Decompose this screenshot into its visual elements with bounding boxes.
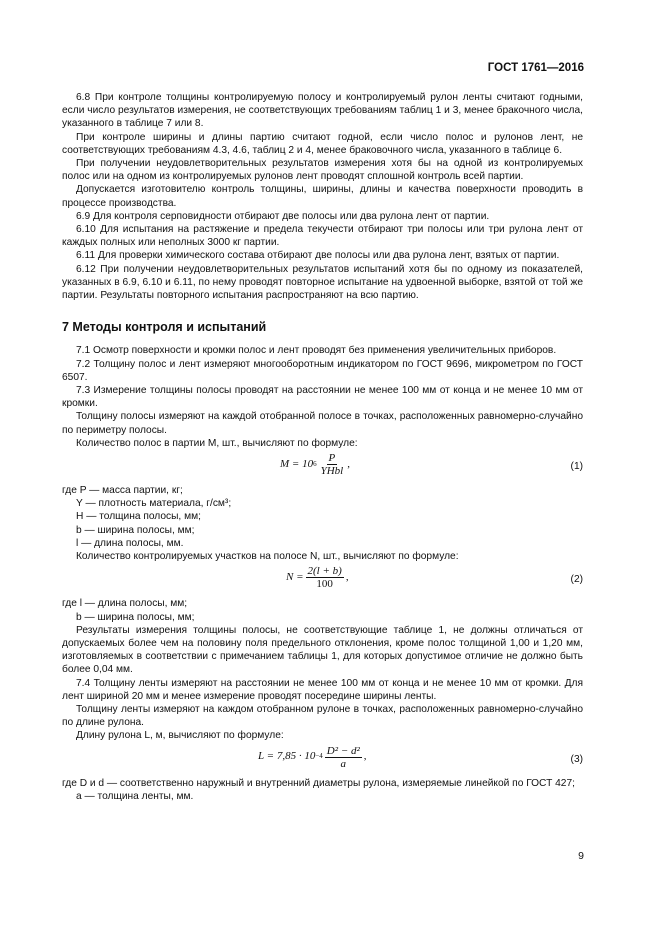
formula-denominator: 100 — [316, 578, 333, 591]
formula-tail: , — [347, 457, 350, 470]
formula-lhs: N = — [286, 571, 304, 584]
formula-exponent: −4 — [315, 752, 323, 761]
formula-numerator: 2(l + b) — [307, 565, 342, 578]
definition: где D и d — соответственно наружный и внутренний диаметры рулона, измеряемые линейкой по ГОСТ 427; — [62, 777, 575, 789]
formula-denominator: YHbl — [320, 465, 344, 478]
definition: l — длина полосы, мм. — [76, 537, 184, 549]
formula-3 — [62, 745, 583, 775]
paragraph: Толщину полосы измеряют на каждой отобранной полосе в точках, расположенных равномерно-случайно по периметру полосы. — [62, 411, 583, 436]
formula-tail: , — [345, 571, 349, 584]
formula-exponent: 6 — [313, 459, 317, 468]
formula-1 — [62, 452, 583, 482]
formula-fraction — [325, 745, 362, 770]
paragraph: 6.9 Для контроля серповидности отбирают две полосы или два рулона лент от партии. — [76, 210, 490, 222]
formula-numerator: D² − d² — [326, 744, 360, 757]
paragraph: Длину рулона L, м, вычисляют по формуле: — [76, 730, 284, 742]
definition: где P — масса партии, кг; — [62, 485, 183, 497]
paragraph: Количество полос в партии M, шт., вычисляют по формуле: — [76, 437, 358, 449]
paragraph: 7.3 Измерение толщины полосы проводят на расстоянии не менее 100 мм от конца и не менее 10 мм от кромки. — [62, 385, 583, 410]
definition: b — ширина полосы, мм; — [76, 524, 195, 536]
paragraph: Количество контролируемых участков на полосе N, шт., вычисляют по формуле: — [76, 551, 459, 563]
paragraph: 6.10 Для испытания на растяжение и предела текучести отбирают три полосы или три рулона лент от каждых полных или неполных 3000 кг партии. — [62, 224, 583, 249]
formula-number: (2) — [570, 574, 583, 586]
document-body — [62, 91, 583, 803]
formula-denominator: a — [340, 757, 347, 770]
formula-lhs: L = 7,85 · 10 — [258, 750, 316, 763]
paragraph: Толщину ленты измеряют на каждом отобранном рулоне в точках, расположенных равномерно-случайно по длине рулона. — [62, 703, 583, 729]
paragraph: Результаты измерения толщины полосы, не соответствующие таблице 1, не должны отличаться от допускаемых более чем на половину поля предельного отклонения, кроме полос толщиной 1,00 и 1,20 мм, изготовляемых в соответствии с примечанием таблицы 1, для которых допустимое отличие не должно быть более 0,04 мм. — [62, 624, 583, 676]
definition: a — толщина ленты, мм. — [76, 790, 194, 802]
formula-number: (3) — [570, 753, 583, 765]
paragraph: 7.2 Толщину полос и лент измеряют многооборотным индикатором по ГОСТ 9696, микрометром по ГОСТ 6507. — [62, 358, 583, 383]
formula-lhs: M = 10 — [280, 457, 314, 470]
definition: где l — длина полосы, мм; — [62, 598, 188, 610]
paragraph: 6.8 При контроле толщины контролируемую полосу и контролируемый рулон ленты считают годными, если число результатов измерения, не соответствующих требованиям таблиц 1 и 3, менее бракочного числа, указанного в таблице 7 или 8. — [62, 92, 583, 130]
paragraph: 6.11 Для проверки химического состава отбирают две полосы или два рулона лент, взятых от партии. — [76, 250, 560, 262]
definition: Y — плотность материала, г/см³; — [76, 498, 232, 510]
paragraph: 6.12 При получении неудовлетворительных результатов испытаний хотя бы по одному из показателей, указанных в 6.9, 6.10 и 6.11, по нему проводят повторное испытание на удвоенной выборке, взятой от той же партии. Результаты повторного испытания распространяют на всю партию. — [62, 263, 583, 302]
paragraph: 7.4 Толщину ленты измеряют на расстоянии не менее 100 мм от конца и не менее 10 мм от кромки. Для лент шириной 20 мм и менее измерение проводят посередине ширины ленты. — [62, 677, 583, 702]
formula-fraction — [319, 452, 346, 477]
page-number: 9 — [578, 850, 584, 862]
formula-numerator: P — [328, 452, 336, 465]
paragraph: При контроле ширины и длины партию считают годной, если число полос и рулонов лент, не соответствующих требованиям 4.3, 4.6, таблиц 2 и 4, менее браковочного числа, указанного в таблице 6. — [62, 131, 583, 156]
formula-2 — [62, 565, 583, 595]
definition: H — толщина полосы, мм; — [76, 511, 201, 523]
formula-tail: , — [363, 750, 367, 763]
formula-fraction — [306, 565, 344, 590]
section-heading: 7 Методы контроля и испытаний — [62, 320, 267, 335]
definition: b — ширина полосы, мм; — [76, 611, 195, 623]
standard-header: ГОСТ 1761—2016 — [487, 62, 584, 74]
formula-number: (1) — [570, 461, 583, 473]
paragraph: Допускается изготовителю контроль толщины, ширины, длины и качества поверхности проводить в процессе производства. — [62, 184, 583, 209]
paragraph: 7.1 Осмотр поверхности и кромки полос и лент проводят без применения увеличительных приборов. — [76, 345, 557, 357]
paragraph: При получении неудовлетворительных результатов измерения хотя бы на одной из контролируемых полос или на одном из контролируемых рулонов лент проводят сплошной контроль всей партии. — [62, 158, 583, 183]
